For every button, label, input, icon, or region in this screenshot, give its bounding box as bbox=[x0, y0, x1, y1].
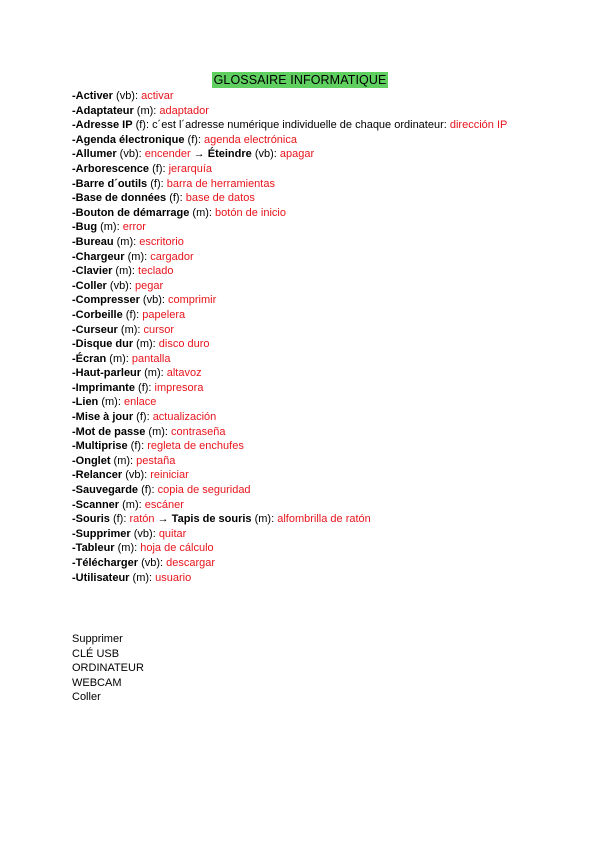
entry-text: (f): bbox=[127, 440, 148, 453]
extra-word: ORDINATEUR bbox=[72, 662, 144, 675]
entry-translation: teclado bbox=[138, 265, 174, 278]
entry-term: Éteindre bbox=[207, 148, 252, 161]
entry-translation: adaptador bbox=[159, 104, 209, 117]
glossary-entry bbox=[72, 541, 592, 556]
entry-text: (m): bbox=[97, 221, 123, 234]
glossary-entry bbox=[72, 527, 592, 542]
glossary-entry bbox=[72, 425, 592, 440]
entry-text: (m): bbox=[189, 206, 216, 219]
extra-word-list bbox=[72, 632, 144, 705]
entry-term: -Adaptateur bbox=[72, 104, 134, 117]
entry-term: -Écran bbox=[72, 352, 107, 365]
entry-translation: dirección IP bbox=[449, 119, 508, 132]
entry-text: (vb): bbox=[130, 527, 159, 540]
entry-term: -Mise à jour bbox=[72, 411, 134, 424]
entry-term: -Activer bbox=[72, 90, 113, 102]
glossary-entry bbox=[72, 410, 592, 425]
entry-text: (vb): bbox=[122, 469, 151, 482]
entry-translation: reiniciar bbox=[150, 469, 189, 482]
entry-text: (m): bbox=[141, 367, 167, 380]
extra-word: CLÉ USB bbox=[72, 647, 120, 660]
entry-text: (m): bbox=[251, 513, 278, 526]
glossary-entry bbox=[72, 571, 592, 586]
entry-text: (m): bbox=[119, 498, 145, 511]
entry-text: (f): bbox=[166, 192, 186, 205]
entry-translation: activar bbox=[141, 90, 174, 102]
entry-text: → bbox=[190, 148, 208, 161]
entry-translation: error bbox=[122, 221, 146, 234]
entry-term: Tapis de souris bbox=[171, 513, 252, 526]
glossary-entry bbox=[72, 264, 592, 279]
entry-text: (f): bbox=[138, 484, 158, 497]
entry-text: (vb): bbox=[251, 148, 280, 161]
entry-translation: impresora bbox=[154, 381, 204, 394]
entry-term: -Disque dur bbox=[72, 338, 134, 351]
glossary-entry bbox=[72, 250, 592, 265]
glossary-entry bbox=[72, 104, 592, 119]
glossary-entry bbox=[72, 468, 592, 483]
entry-text: (vb): bbox=[116, 148, 145, 161]
entry-translation: cursor bbox=[143, 323, 175, 336]
glossary-entry bbox=[72, 483, 592, 498]
glossary-entry bbox=[72, 498, 592, 513]
glossary-entry bbox=[72, 293, 592, 308]
entry-term: -Supprimer bbox=[72, 527, 131, 540]
glossary-entry bbox=[72, 439, 592, 454]
entry-translation: apagar bbox=[279, 148, 315, 161]
entry-text: (f): bbox=[109, 513, 130, 526]
extra-word: WEBCAM bbox=[72, 676, 122, 689]
entry-text: (m): bbox=[117, 323, 144, 336]
glossary-entry bbox=[72, 381, 592, 396]
entry-term: -Onglet bbox=[72, 454, 111, 467]
glossary-entry bbox=[72, 177, 592, 192]
entry-translation: base de datos bbox=[185, 192, 255, 205]
entry-term: -Télécharger bbox=[72, 557, 139, 569]
entry-term: -Agenda électronique bbox=[72, 133, 185, 146]
entry-translation: escritorio bbox=[139, 235, 184, 248]
entry-term: -Arborescence bbox=[72, 162, 150, 175]
entry-text: (vb): bbox=[106, 279, 135, 292]
page-title: GLOSSAIRE INFORMATIQUE bbox=[213, 73, 387, 87]
glossary-entry bbox=[72, 337, 592, 352]
entry-translation: ratón bbox=[129, 513, 155, 526]
entry-text: (m): bbox=[98, 396, 124, 409]
entry-term: -Allumer bbox=[72, 148, 117, 161]
entry-term: -Imprimante bbox=[72, 381, 135, 394]
entry-translation: jerarquía bbox=[168, 162, 213, 175]
entry-term: -Corbeille bbox=[72, 308, 123, 321]
entry-text: (m): bbox=[114, 542, 141, 555]
entry-term: -Base de données bbox=[72, 192, 167, 205]
extra-word: Supprimer bbox=[72, 633, 123, 645]
glossary-entry bbox=[72, 118, 592, 133]
glossary-entry bbox=[72, 279, 592, 294]
entry-translation: comprimir bbox=[167, 294, 217, 307]
entry-term: -Adresse IP bbox=[72, 119, 133, 132]
entry-translation: pantalla bbox=[131, 352, 171, 365]
entry-text: (vb): bbox=[139, 294, 168, 307]
entry-translation: copia de seguridad bbox=[157, 484, 251, 497]
entry-translation: encender bbox=[144, 148, 191, 161]
entry-text: (m): bbox=[112, 265, 139, 278]
entry-translation: hoja de cálculo bbox=[140, 542, 214, 555]
entry-term: -Souris bbox=[72, 513, 110, 526]
glossary-entry bbox=[72, 191, 592, 206]
entry-translation: pegar bbox=[134, 279, 164, 292]
entry-text: (vb): bbox=[138, 557, 167, 569]
entry-translation: alfombrilla de ratón bbox=[277, 513, 371, 526]
entry-text: (m): bbox=[110, 454, 137, 467]
glossary-entry bbox=[72, 512, 592, 527]
entry-term: -Coller bbox=[72, 279, 107, 292]
entry-term: -Bouton de démarrage bbox=[72, 206, 190, 219]
entry-term: -Clavier bbox=[72, 265, 113, 278]
entry-term: -Relancer bbox=[72, 469, 123, 482]
entry-term: -Chargeur bbox=[72, 250, 125, 263]
entry-translation: agenda electrónica bbox=[204, 133, 297, 146]
entry-term: -Lien bbox=[72, 396, 99, 409]
entry-term: -Curseur bbox=[72, 323, 118, 336]
glossary-entry bbox=[72, 352, 592, 367]
entry-translation: cargador bbox=[150, 250, 194, 263]
entry-translation: usuario bbox=[155, 571, 192, 584]
entry-text: (m): bbox=[145, 425, 172, 438]
entry-translation: descargar bbox=[166, 557, 216, 569]
entry-translation: pestaña bbox=[136, 454, 176, 467]
entry-term: -Multiprise bbox=[72, 440, 128, 453]
entry-text: (f): bbox=[133, 411, 153, 424]
entry-translation: escáner bbox=[144, 498, 184, 511]
entry-term: -Mot de passe bbox=[72, 425, 146, 438]
entry-text: (f): bbox=[134, 381, 155, 394]
entry-term: -Bureau bbox=[72, 235, 114, 248]
glossary-entry bbox=[72, 454, 592, 469]
entry-translation: actualización bbox=[152, 411, 217, 424]
glossary-entry bbox=[72, 235, 592, 250]
entry-text: (m): bbox=[113, 235, 140, 248]
glossary-entry bbox=[72, 308, 592, 323]
entry-translation: quitar bbox=[158, 527, 187, 540]
entry-term: -Bug bbox=[72, 221, 98, 234]
extra-word: Coller bbox=[72, 691, 101, 704]
entry-translation: regleta de enchufes bbox=[147, 440, 244, 453]
entry-translation: barra de herramientas bbox=[166, 177, 275, 190]
glossary-entry bbox=[72, 89, 592, 104]
entry-term: -Sauvegarde bbox=[72, 484, 139, 497]
glossary-entry bbox=[72, 323, 592, 338]
glossary-list bbox=[72, 89, 592, 585]
glossary-entry bbox=[72, 133, 592, 148]
entry-text: (vb): bbox=[112, 90, 142, 102]
entry-translation: botón de inicio bbox=[215, 206, 286, 219]
entry-text: (m): bbox=[133, 338, 159, 351]
entry-text: (m): bbox=[124, 250, 151, 263]
entry-text: (f): c´est l´adresse numérique individuelle de chaque ordinateur: bbox=[132, 119, 450, 132]
entry-text: (m): bbox=[133, 104, 160, 117]
entry-translation: enlace bbox=[123, 396, 157, 409]
entry-term: -Barre d´outils bbox=[72, 177, 148, 190]
glossary-entry bbox=[72, 395, 592, 410]
entry-text: (f): bbox=[184, 133, 205, 146]
entry-text: (f): bbox=[149, 162, 169, 175]
entry-text: (f): bbox=[122, 308, 143, 321]
entry-text: (m): bbox=[106, 352, 132, 365]
glossary-entry bbox=[72, 556, 592, 571]
entry-text: (f): bbox=[147, 177, 167, 190]
entry-term: -Tableur bbox=[72, 542, 115, 555]
entry-translation: altavoz bbox=[166, 367, 202, 380]
glossary-entry bbox=[72, 147, 592, 162]
glossary-entry bbox=[72, 366, 592, 381]
entry-translation: papelera bbox=[142, 308, 186, 321]
entry-text: (m): bbox=[129, 571, 156, 584]
glossary-entry bbox=[72, 206, 592, 221]
entry-translation: contraseña bbox=[171, 425, 226, 438]
glossary-entry bbox=[72, 162, 592, 177]
entry-term: -Compresser bbox=[72, 294, 140, 307]
entry-text: → bbox=[154, 513, 172, 526]
entry-term: -Haut-parleur bbox=[72, 367, 142, 380]
glossary-entry bbox=[72, 220, 592, 235]
entry-term: -Scanner bbox=[72, 498, 120, 511]
entry-translation: disco duro bbox=[158, 338, 210, 351]
title-row bbox=[0, 71, 600, 89]
entry-term: -Utilisateur bbox=[72, 571, 130, 584]
